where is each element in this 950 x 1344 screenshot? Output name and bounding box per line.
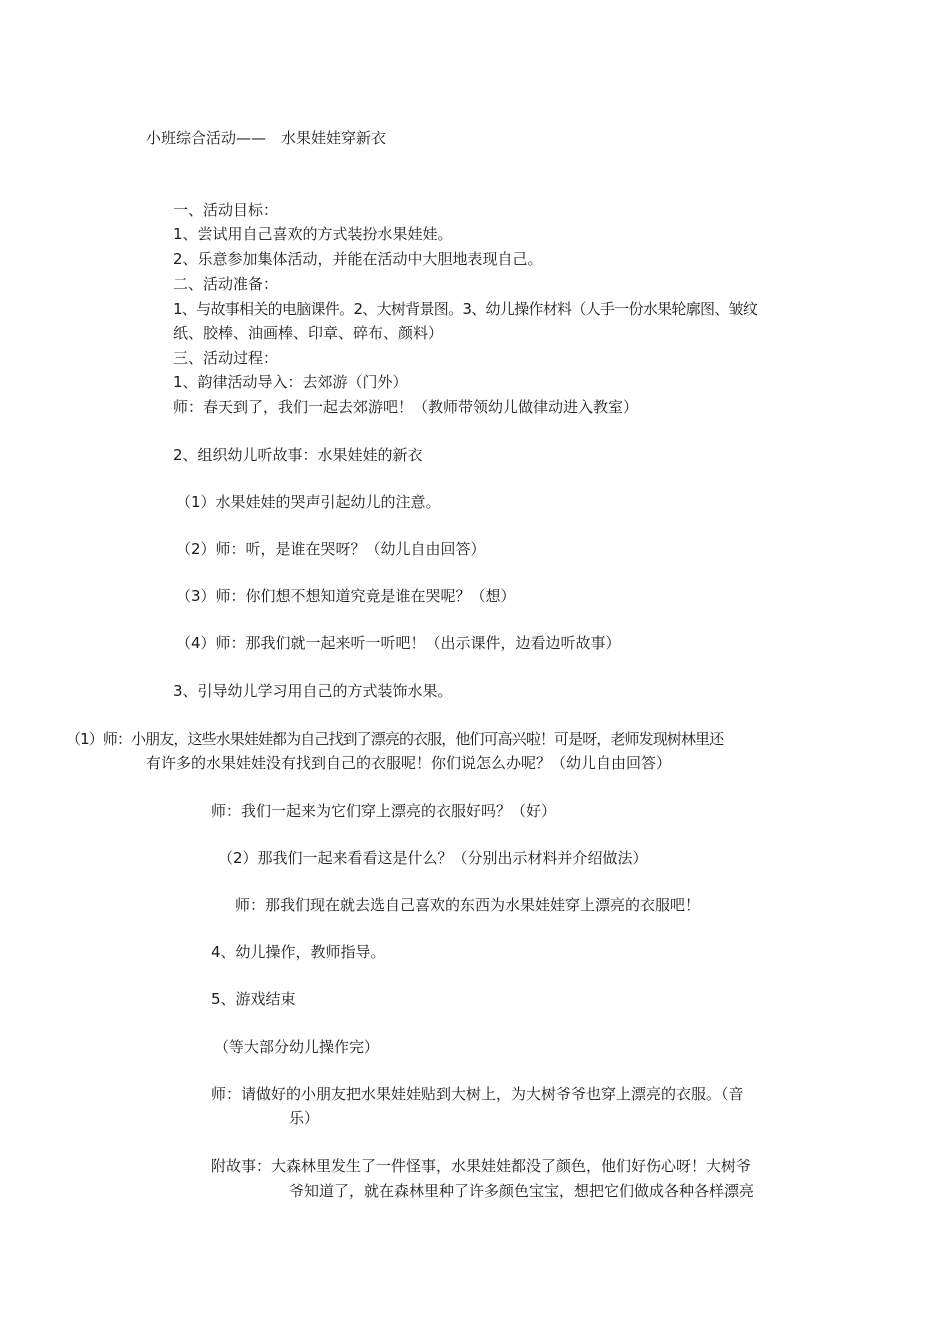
paragraph-line: （3）师：你们想不想知道究竟是谁在哭呢？（想） [176, 587, 516, 605]
paragraph-line: 师：我们一起来为它们穿上漂亮的衣服好吗？（好） [211, 802, 557, 820]
paragraph-line: 2、乐意参加集体活动，并能在活动中大胆地表现自己。 [173, 250, 543, 268]
paragraph-line: 爷知道了，就在森林里种了许多颜色宝宝，想把它们做成各种各样漂亮 [289, 1182, 755, 1200]
paragraph-line: 5、游戏结束 [211, 990, 296, 1008]
paragraph-line: 附故事：大森林里发生了一件怪事，水果娃娃都没了颜色，他们好伤心呀！大树爷 [211, 1157, 752, 1175]
paragraph-line: （2）那我们一起来看看这是什么？（分别出示材料并介绍做法） [218, 849, 648, 867]
paragraph-line: 3、引导幼儿学习用自己的方式装饰水果。 [173, 682, 453, 700]
paragraph-line: （1）师：小朋友，这些水果娃娃都为自己找到了漂亮的衣服，他们可高兴啦！可是呀，老师发现树林里还 [66, 730, 724, 748]
section-heading-process: 三、活动过程： [173, 349, 279, 367]
paragraph-line: 师：春天到了，我们一起去郊游吧！（教师带领幼儿做律动进入教室） [173, 398, 639, 416]
paragraph-line: 师：请做好的小朋友把水果娃娃贴到大树上，为大树爷爷也穿上漂亮的衣服。（音 [211, 1085, 744, 1103]
paragraph-line: 1、尝试用自己喜欢的方式装扮水果娃娃。 [173, 225, 453, 243]
paragraph-line: 1、与故事相关的电脑课件。2、大树背景图。3、幼儿操作材料（人手一份水果轮廓图、皱纹 [173, 300, 758, 318]
section-heading-goals: 一、活动目标： [173, 201, 279, 219]
paragraph-line: （4）师：那我们就一起来听一听吧！（出示课件，边看边听故事） [176, 634, 621, 652]
paragraph-line: （2）师：听，是谁在哭呀？（幼儿自由回答） [176, 540, 486, 558]
section-heading-preparation: 二、活动准备： [173, 275, 279, 293]
paragraph-line: 2、组织幼儿听故事：水果娃娃的新衣 [173, 446, 423, 464]
paragraph-line: （等大部分幼儿操作完） [214, 1038, 380, 1056]
paragraph-line: 纸、胶棒、油画棒、印章、碎布、颜料） [173, 324, 444, 342]
paragraph-line: 有许多的水果娃娃没有找到自己的衣服呢！你们说怎么办呢？（幼儿自由回答） [146, 754, 672, 772]
paragraph-line: （1）水果娃娃的哭声引起幼儿的注意。 [176, 493, 441, 511]
paragraph-line: 乐） [289, 1109, 320, 1127]
paragraph-line: 4、幼儿操作，教师指导。 [211, 943, 386, 961]
paragraph-line: 师：那我们现在就去选自己喜欢的东西为水果娃娃穿上漂亮的衣服吧！ [235, 896, 701, 914]
document-title: 小班综合活动—— 水果娃娃穿新衣 [146, 129, 387, 147]
paragraph-line: 1、韵律活动导入：去郊游（门外） [173, 373, 408, 391]
